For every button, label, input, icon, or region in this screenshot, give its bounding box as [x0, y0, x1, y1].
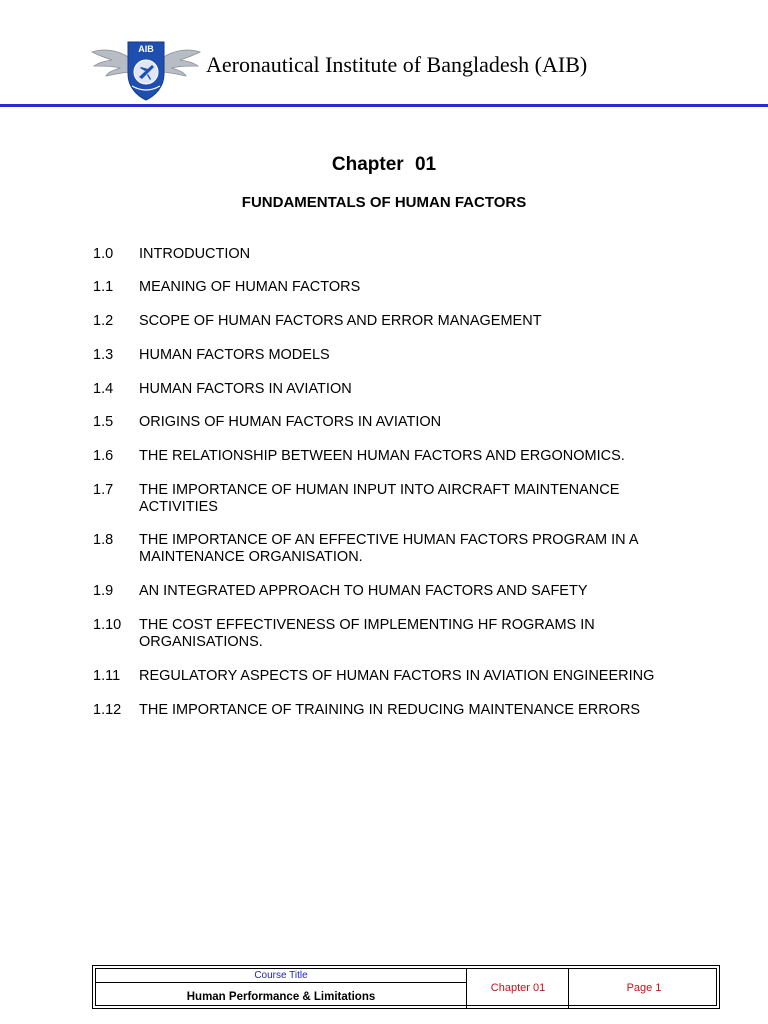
- toc-item-number: 1.5: [93, 414, 114, 430]
- toc-item-number: 1.6: [93, 448, 114, 464]
- toc-item-number: 1.2: [93, 313, 114, 329]
- footer-course-divider: [96, 982, 466, 983]
- toc-item: [93, 414, 683, 431]
- toc-item-text: HUMAN FACTORS IN AVIATION: [139, 381, 352, 397]
- svg-text:AIB: AIB: [138, 44, 154, 54]
- toc-item-number: 1.9: [93, 583, 114, 599]
- toc-item-text: INTRODUCTION: [139, 246, 251, 262]
- toc-item-text: SCOPE OF HUMAN FACTORS AND ERROR MANAGEMENT: [139, 313, 542, 329]
- header-divider: [0, 104, 768, 107]
- toc-item: [93, 482, 683, 516]
- toc-item-text: HUMAN FACTORS MODELS: [139, 347, 330, 363]
- toc-item-number: 1.11: [93, 668, 121, 684]
- toc-item-number: 1.8: [93, 532, 114, 548]
- footer-frame: [95, 968, 717, 1006]
- toc-item-number: 1.10: [93, 617, 122, 633]
- toc-item-number: 1.7: [93, 482, 114, 498]
- footer-course-title: Human Performance & Limitations: [186, 991, 376, 1003]
- organization-title: Aeronautical Institute of Bangladesh (AIB): [206, 52, 588, 77]
- footer-chapter: Chapter 01: [490, 982, 546, 994]
- toc-item: [93, 668, 683, 685]
- toc-item-text: THE IMPORTANCE OF TRAINING IN REDUCING MAINTENANCE ERRORS: [139, 702, 641, 718]
- chapter-heading: Chapter 01: [331, 154, 437, 175]
- aib-winged-logo-icon: [90, 34, 202, 104]
- page-footer-table: [92, 965, 720, 1009]
- toc-item: [93, 313, 683, 330]
- page-header: [0, 0, 768, 110]
- toc-item-number: 1.3: [93, 347, 114, 363]
- toc-item-text: REGULATORY ASPECTS OF HUMAN FACTORS IN AVIATION ENGINEERING: [139, 668, 655, 684]
- footer-course-cell: [96, 969, 467, 1009]
- chapter-subtitle: FUNDAMENTALS OF HUMAN FACTORS: [241, 194, 527, 211]
- toc-item-text: ORIGINS OF HUMAN FACTORS IN AVIATION: [139, 414, 442, 430]
- toc-item-number: 1.4: [93, 381, 114, 397]
- toc-item-number: 1.12: [93, 702, 122, 718]
- footer-chapter-cell: [468, 969, 569, 1009]
- toc-item-text: THE RELATIONSHIP BETWEEN HUMAN FACTORS AND ERGONOMICS.: [139, 448, 625, 464]
- toc-item-text: THE IMPORTANCE OF HUMAN INPUT INTO AIRCRAFT MAINTENANCE ACTIVITIES: [139, 482, 620, 515]
- toc-item-text: THE IMPORTANCE OF AN EFFECTIVE HUMAN FACTORS PROGRAM IN A MAINTENANCE ORGANISATION.: [139, 532, 638, 565]
- toc-item: [93, 448, 683, 465]
- toc-item-number: 1.0: [93, 246, 114, 262]
- toc-item: [93, 583, 683, 600]
- toc-item-text: THE COST EFFECTIVENESS OF IMPLEMENTING HF ROGRAMS IN ORGANISATIONS.: [139, 617, 595, 650]
- toc-item: [93, 347, 683, 364]
- table-of-contents: [93, 246, 683, 719]
- footer-page-number: Page 1: [626, 982, 662, 994]
- toc-item: [93, 532, 683, 566]
- toc-item: [93, 617, 683, 651]
- toc-item: [93, 246, 683, 263]
- toc-item: [93, 279, 683, 296]
- toc-item-text: AN INTEGRATED APPROACH TO HUMAN FACTORS AND SAFETY: [139, 583, 588, 599]
- toc-item-text: MEANING OF HUMAN FACTORS: [139, 279, 361, 295]
- toc-item-number: 1.1: [93, 279, 114, 295]
- footer-page-cell: [570, 969, 718, 1009]
- footer-course-label: Course Title: [254, 970, 308, 981]
- toc-item: [93, 702, 683, 719]
- toc-item: [93, 381, 683, 398]
